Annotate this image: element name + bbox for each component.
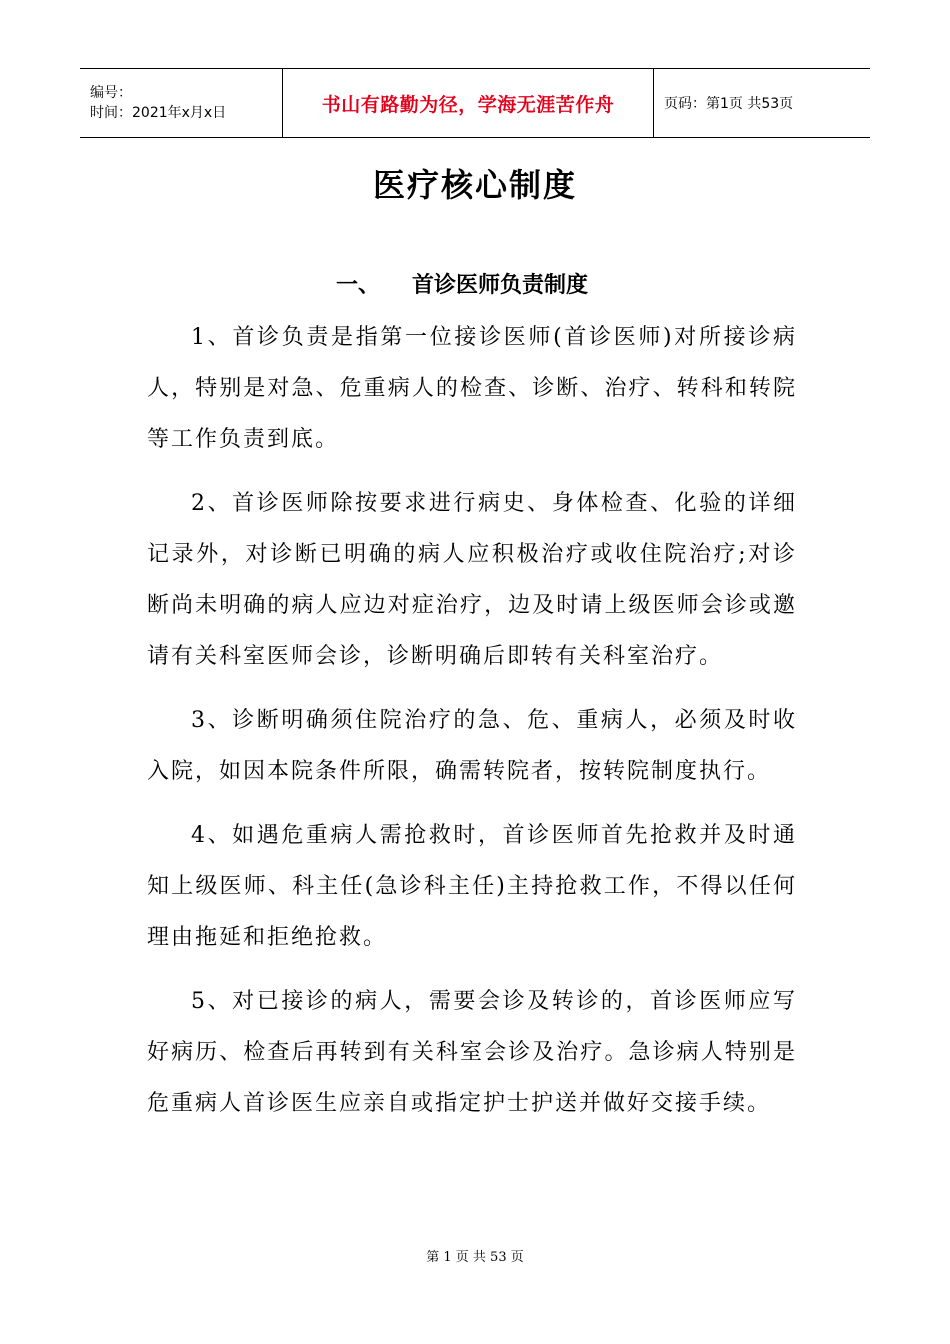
section-title: 首诊医师负责制度 bbox=[412, 273, 589, 298]
page-info: 页码：第1页 共53页 bbox=[664, 96, 794, 112]
header-slogan-cell bbox=[282, 69, 654, 137]
document-body bbox=[147, 312, 797, 1142]
slogan: 书山有路勤为径，学海无涯苦作舟 bbox=[321, 93, 615, 116]
section-heading bbox=[336, 268, 588, 299]
document-title: 医疗核心制度 bbox=[372, 166, 577, 204]
header-meta bbox=[80, 69, 282, 137]
number-label: 编号： bbox=[90, 85, 132, 101]
time-label: 时间：2021年x月x日 bbox=[90, 105, 227, 121]
paragraph: 1、首诊负责是指第一位接诊医师(首诊医师)对所接诊病人，特别是对急、危重病人的检查、诊断、治疗、转科和转院等工作负责到底。 bbox=[147, 325, 797, 452]
section-number: 一、 bbox=[336, 273, 381, 298]
header-table bbox=[80, 68, 870, 138]
page-footer: 第 1 页 共 53 页 bbox=[426, 1250, 524, 1265]
paragraph: 5、对已接诊的病人，需要会诊及转诊的，首诊医师应写好病历、检查后再转到有关科室会诊及治疗。急诊病人特别是危重病人首诊医生应亲自或指定护士护送并做好交接手续。 bbox=[147, 989, 797, 1116]
paragraph: 2、首诊医师除按要求进行病史、身体检查、化验的详细记录外，对诊断已明确的病人应积极治疗或收住院治疗;对诊断尚未明确的病人应边对症治疗，边及时请上级医师会诊或邀请有关科室医师会诊，诊断明确后即转有关科室治疗。 bbox=[147, 491, 797, 669]
paragraph: 4、如遇危重病人需抢救时，首诊医师首先抢救并及时通知上级医师、科主任(急诊科主任)主持抢救工作，不得以任何理由拖延和拒绝抢救。 bbox=[147, 823, 797, 950]
header-page-info-cell bbox=[654, 69, 870, 137]
paragraph: 3、诊断明确须住院治疗的急、危、重病人，必须及时收入院，如因本院条件所限，确需转院者，按转院制度执行。 bbox=[147, 708, 797, 784]
